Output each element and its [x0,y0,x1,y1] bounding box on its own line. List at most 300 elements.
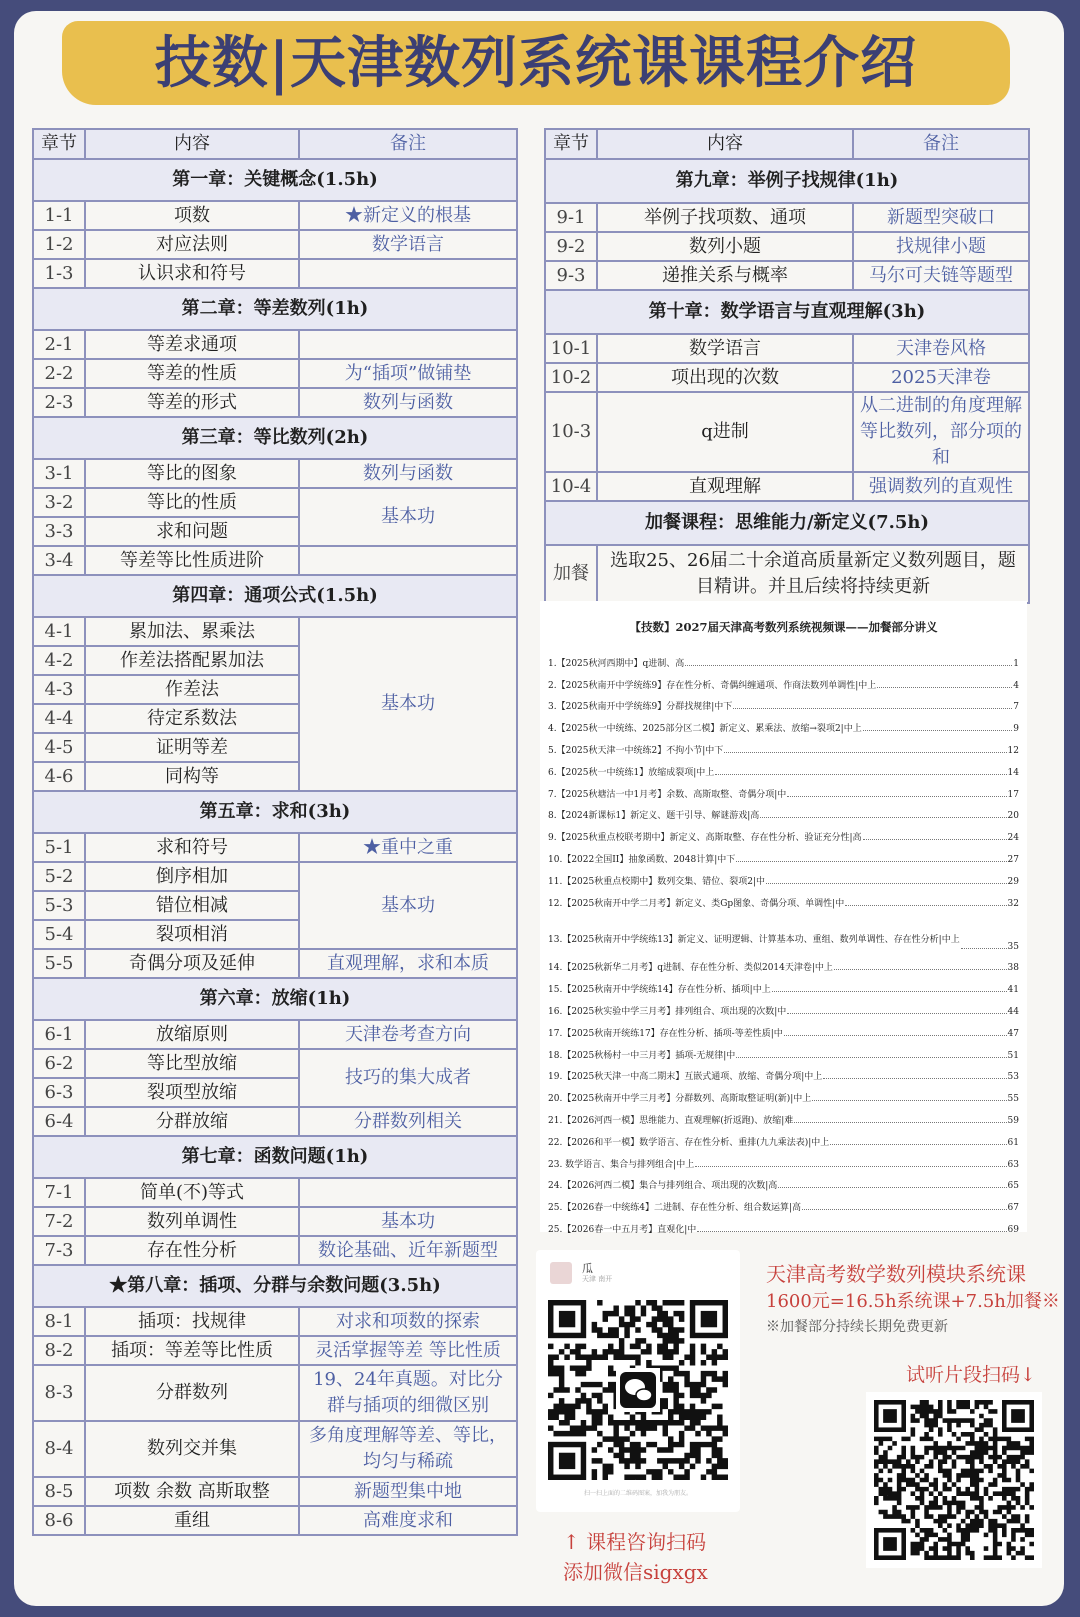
table-row [33,617,517,646]
handout-item-title: 19.【2025秋天津一中高二期末】互嵌式通项、放缩、奇偶分项|中上 [548,1072,823,1083]
chapter-title: 第四章：通项公式(1.5h) [33,575,517,617]
handout-item-title: 22.【2026和平一模】数学语言、存在性分析、重排(九九乘法表)|中上 [548,1137,830,1148]
table-row [33,546,517,575]
header-note: 备注 [853,129,1029,159]
section-number: 4-5 [33,733,85,762]
handout-item-title: 17.【2025秋南开统练17】存在性分析、插项-等差性质|中 [548,1028,783,1039]
wechat-contact-card[interactable] [536,1250,740,1512]
chapter-title: 第三章：等比数列(2h) [33,417,517,459]
section-note: 数学语言 [299,230,517,259]
section-note: 直观理解，求和本质 [299,949,517,978]
table-row [33,488,517,517]
section-note: 对求和项数的探索 [299,1307,517,1336]
handout-item [548,647,1019,669]
section-number: 2-1 [33,330,85,359]
section-content: 求和符号 [85,833,299,862]
table-row [545,203,1029,232]
section-number: 5-2 [33,862,85,891]
table-row [33,1365,517,1421]
dot-leader [724,752,1006,753]
section-number: 加餐 [545,545,597,603]
section-note [299,1178,517,1207]
header-section: 章节 [545,129,597,159]
wechat-name: 瓜 [582,1262,593,1275]
table-row [545,363,1029,392]
consult-label: ↑ 课程咨询扫码 [563,1530,707,1554]
handout-item-page: 1 [1013,658,1019,669]
trial-label: 试听片段扫码↓ [906,1364,1036,1386]
section-note [299,546,517,575]
chapter-row [33,417,517,459]
section-content: 倒序相加 [85,862,299,891]
section-note: 技巧的集大成者 [299,1049,517,1107]
section-note: ★新定义的根基 [299,201,517,230]
section-number: 6-4 [33,1107,85,1136]
handout-item-title: 4.【2025秋一中统练、2025部分区二模】新定义、累乘法、放缩→裂项2|中上 [548,724,862,735]
handout-item-page: 9 [1013,724,1019,735]
section-content: 累加法、累乘法 [85,617,299,646]
chapter-row [545,159,1029,203]
handout-item [548,712,1019,734]
handout-item-page: 53 [1007,1072,1019,1083]
section-content: 错位相减 [85,891,299,920]
handout-item-title: 25.【2026春一中五月考】直观化|中 [548,1224,697,1235]
handout-item [548,691,1019,713]
trial-qr-box [866,1392,1042,1568]
section-content: 数列交并集 [85,1421,299,1477]
section-content: 等比的图象 [85,459,299,488]
table-row [33,1049,517,1078]
right-course-table [544,128,1030,604]
chapter-title: 第六章：放缩(1h) [33,978,517,1020]
section-note [299,330,517,359]
section-note: 基本功 [299,488,517,546]
section-content: 裂项型放缩 [85,1078,299,1107]
table-row [33,388,517,417]
dot-leader [787,1013,1006,1014]
promo-note: ※加餐部分持续长期免费更新 [766,1319,948,1335]
section-content: 证明等差 [85,733,299,762]
handout-item [548,1126,1019,1148]
handout-item [548,821,1019,843]
table-row [545,472,1029,501]
header-note: 备注 [299,129,517,159]
section-number: 1-2 [33,230,85,259]
handout-item [548,1017,1019,1039]
section-content: 简单(不)等式 [85,1178,299,1207]
table-row [33,862,517,891]
table-row [33,359,517,388]
handout-item-page: 44 [1007,1006,1019,1017]
section-note [299,259,517,288]
handout-item [548,669,1019,691]
section-number: 1-3 [33,259,85,288]
wechat-id-label: 添加微信sigxgx [563,1560,708,1584]
section-content: 插项：找规律 [85,1307,299,1336]
handout-item-page: 63 [1007,1159,1019,1170]
consult-qr-code[interactable] [548,1300,728,1480]
chapter-row [33,159,517,201]
header-section: 章节 [33,129,85,159]
section-content: q进制 [597,392,853,472]
handout-item-page: 67 [1007,1203,1019,1214]
section-content: 等比型放缩 [85,1049,299,1078]
handout-item [548,1170,1019,1192]
handout-item-title: 18.【2025秋杨村一中三月考】插项-无规律|中 [548,1050,736,1061]
chapter-title: 第七章：函数问题(1h) [33,1136,517,1178]
section-note: 数列与函数 [299,459,517,488]
section-content: 数学语言 [597,334,853,363]
handout-item-page: 4 [1013,680,1019,691]
handout-item [548,995,1019,1017]
table-row [33,833,517,862]
handout-item-page: 38 [1007,963,1019,974]
promo-price: 1600元=16.5h系统课+7.5h加餐※ [766,1291,1060,1312]
section-content: 等差的形式 [85,388,299,417]
dot-leader [863,839,1007,840]
section-number: 7-2 [33,1207,85,1236]
handout-item-title: 15.【2025秋南开中学统练14】存在性分析、插项|中上 [548,985,771,996]
header-content: 内容 [597,129,853,159]
handout-item [548,1039,1019,1061]
table-header [33,129,517,159]
section-note: 找规律小题 [853,232,1029,261]
handout-item [548,952,1019,974]
handout-item [548,1148,1019,1170]
promo-title: 天津高考数学数列模块系统课 [766,1262,1026,1286]
chapter-title: 加餐课程：思维能力/新定义(7.5h) [545,501,1029,545]
chapter-title: 第九章：举例子找规律(1h) [545,159,1029,203]
dot-leader [834,969,1007,970]
handout-item [548,1082,1019,1104]
table-header [545,129,1029,159]
handout-item [548,1191,1019,1213]
table-row [33,1307,517,1336]
extra-row [545,545,1029,603]
chapter-row [33,1265,517,1307]
section-note: 多角度理解等差、等比，均匀与稀疏 [299,1421,517,1477]
section-content: 认识求和符号 [85,259,299,288]
section-number: 3-4 [33,546,85,575]
section-number: 3-1 [33,459,85,488]
handout-item-page: 27 [1007,854,1019,865]
section-number: 5-4 [33,920,85,949]
handout-item-page: 55 [1007,1094,1019,1105]
handout-item-title: 5.【2025秋天津一中统练2】不拘小节|中下 [548,745,724,756]
handout-item-title: 8.【2024新课标1】新定义、题干引导、解谜游戏|高 [548,811,760,822]
section-content: 项出现的次数 [597,363,853,392]
section-number: 7-1 [33,1178,85,1207]
chapter-row [33,288,517,330]
section-number: 7-3 [33,1236,85,1265]
section-number: 4-2 [33,646,85,675]
chapter-title: 第五章：求和(3h) [33,791,517,833]
dot-leader [784,1035,1007,1036]
chapter-row [33,791,517,833]
section-number: 6-1 [33,1020,85,1049]
section-number: 8-3 [33,1365,85,1421]
handout-item-title: 24.【2026河西二模】集合与排列组合、项出现的次数|高 [548,1181,778,1192]
table-row [33,1178,517,1207]
header-content: 内容 [85,129,299,159]
table-row [33,1421,517,1477]
dot-leader [733,708,1012,709]
section-number: 8-2 [33,1336,85,1365]
dot-leader [695,1166,1006,1167]
handout-item [548,865,1019,887]
dot-leader [812,1100,1006,1101]
dot-leader [961,948,1007,949]
section-content: 待定系数法 [85,704,299,733]
section-note: 强调数列的直观性 [853,472,1029,501]
table-row [33,259,517,288]
handout-item-page: 41 [1007,985,1019,996]
handout-item-title: 3.【2025秋南开中学统练9】分群找规律|中下 [548,702,733,713]
section-number: 5-1 [33,833,85,862]
section-note: 为“插项”做铺垫 [299,359,517,388]
dot-leader [736,861,1006,862]
chapter-title: 第十章：数学语言与直观理解(3h) [545,290,1029,334]
chapter-title: ★第八章：插项、分群与余数问题(3.5h) [33,1265,517,1307]
section-note: 19、24年真题。对比分群与插项的细微区别 [299,1365,517,1421]
section-content: 举例子找项数、通项 [597,203,853,232]
section-content: 重组 [85,1506,299,1535]
section-number: 5-3 [33,891,85,920]
dot-leader [794,1122,1006,1123]
handout-item-title: 6.【2025秋一中统练1】放缩成裂项|中上 [548,767,715,778]
section-note: 灵活掌握等差 等比性质 [299,1336,517,1365]
section-note: 新题型集中地 [299,1477,517,1506]
table-row [33,1477,517,1506]
section-number: 8-1 [33,1307,85,1336]
handout-item-page: 20 [1007,811,1019,822]
section-number: 1-1 [33,201,85,230]
section-note: 2025天津卷 [853,363,1029,392]
handout-preview [540,601,1027,1235]
chapter-row [545,501,1029,545]
avatar [550,1262,572,1284]
handout-item-page: 32 [1007,898,1019,909]
section-note: 数列与函数 [299,388,517,417]
section-note: 从二进制的角度理解等比数列，部分项的和 [853,392,1029,472]
section-note: ★重中之重 [299,833,517,862]
handout-item-page: 51 [1007,1050,1019,1061]
handout-item-title: 21.【2026河西一模】思维能力、直观理解(折返跑)、放缩|难 [548,1115,794,1126]
handout-contents-list [548,647,1019,1235]
chapter-title: 第二章：等差数列(1h) [33,288,517,330]
dot-leader [802,1209,1007,1210]
section-number: 10-2 [545,363,597,392]
chapter-row [33,575,517,617]
section-number: 10-3 [545,392,597,472]
table-row [33,330,517,359]
section-note: 马尔可夫链等题型 [853,261,1029,290]
section-number: 3-3 [33,517,85,546]
handout-item [548,756,1019,778]
dot-leader [760,817,1006,818]
section-content: 求和问题 [85,517,299,546]
dot-leader [863,730,1013,731]
dot-leader [715,774,1006,775]
handout-item-title: 2.【2025秋南开中学统练9】存在性分析、奇偶纠缠通项、作商法数列单调性|中上 [548,680,877,691]
table-row [33,1336,517,1365]
section-number: 4-3 [33,675,85,704]
handout-item-title: 20.【2025秋南开中学三月考】分群数列、高斯取整证明(新)|中上 [548,1094,812,1105]
section-content: 分群放缩 [85,1107,299,1136]
section-content: 同构等 [85,762,299,791]
handout-item-title: 25.【2026春一中统练4】二进制、存在性分析、组合数运算|高 [548,1203,801,1214]
dot-leader [830,1144,1006,1145]
table-row [33,1107,517,1136]
section-content: 存在性分析 [85,1236,299,1265]
handout-item [548,734,1019,756]
trial-qr-code[interactable] [874,1400,1034,1560]
handout-item-title: 1.【2025秋河西期中】q进制、高 [548,658,685,669]
table-row [33,1207,517,1236]
section-number: 4-1 [33,617,85,646]
handout-item [548,1213,1019,1235]
table-row [33,1506,517,1535]
section-number: 8-4 [33,1421,85,1477]
dot-leader [766,883,1007,884]
dot-leader [845,905,1006,906]
section-number: 8-6 [33,1506,85,1535]
handout-item-page: 65 [1007,1181,1019,1192]
section-note: 数论基础、近年新题型 [299,1236,517,1265]
section-number: 4-4 [33,704,85,733]
section-content: 项数 余数 高斯取整 [85,1477,299,1506]
extra-description: 选取25、26届二十余道高质量新定义数列题目，题目精讲。并且后续将持续更新 [597,545,1029,603]
handout-item-title: 13.【2025秋南开中学统练13】新定义、证明逻辑、计算基本功、重组、数列单调性、存在性分析|中上 [548,935,960,946]
section-content: 对应法则 [85,230,299,259]
table-row [545,334,1029,363]
table-row [33,1236,517,1265]
section-note: 新题型突破口 [853,203,1029,232]
dot-leader [685,665,1012,666]
handout-item-page: 35 [1007,941,1019,952]
handout-item-page: 12 [1007,745,1019,756]
handout-item-title: 12.【2025秋南开中学二月考】新定义、类Gp图象、奇偶分项、单调性|中 [548,898,845,909]
section-note: 高难度求和 [299,1506,517,1535]
section-content: 等差求通项 [85,330,299,359]
table-row [545,392,1029,472]
table-row [33,949,517,978]
handout-item-title: 16.【2025秋实验中学三月考】排列组合、项出现的次数|中 [548,1006,787,1017]
dot-leader [778,1187,1006,1188]
table-row [33,230,517,259]
section-number: 8-5 [33,1477,85,1506]
handout-item-page: 69 [1007,1224,1019,1235]
left-course-table [32,128,518,1536]
handout-item-page: 47 [1007,1028,1019,1039]
table-row [545,261,1029,290]
section-content: 奇偶分项及延伸 [85,949,299,978]
section-content: 递推关系与概率 [597,261,853,290]
section-number: 2-3 [33,388,85,417]
section-note: 基本功 [299,617,517,791]
table-row [545,232,1029,261]
handout-item-title: 14.【2025秋新华二月考】q进制、存在性分析、类似2014天津卷|中上 [548,963,833,974]
section-number: 9-1 [545,203,597,232]
section-content: 放缩原则 [85,1020,299,1049]
handout-item-page: 14 [1007,767,1019,778]
section-note: 天津卷风格 [853,334,1029,363]
section-number: 3-2 [33,488,85,517]
section-content: 裂项相消 [85,920,299,949]
handout-item [548,909,1019,952]
section-content: 等比的性质 [85,488,299,517]
section-content: 插项：等差等比性质 [85,1336,299,1365]
handout-item [548,1061,1019,1083]
handout-item [548,1104,1019,1126]
chapter-row [33,1136,517,1178]
dot-leader [877,687,1012,688]
handout-item-title: 11.【2025秋重点校期中】数列交集、错位、裂项2|中 [548,876,765,887]
section-note: 分群数列相关 [299,1107,517,1136]
section-content: 作差法 [85,675,299,704]
chapter-title: 第一章：关键概念(1.5h) [33,159,517,201]
handout-item-page: 29 [1007,876,1019,887]
handout-item [548,973,1019,995]
handout-item-page: 17 [1007,789,1019,800]
qr-hint: 扫一扫上面的二维码图案，加我为朋友。 [583,1490,692,1497]
chapter-row [33,978,517,1020]
table-row [33,201,517,230]
handout-title: 【技数】2027届天津高考数列系统视频课——加餐部分讲义 [629,620,938,634]
table-row [33,459,517,488]
wechat-region: 天津 南开 [582,1275,613,1283]
section-note: 基本功 [299,862,517,949]
section-content: 数列单调性 [85,1207,299,1236]
section-number: 10-4 [545,472,597,501]
dot-leader [697,1231,1006,1232]
dot-leader [736,1057,1006,1058]
handout-item [548,843,1019,865]
section-number: 6-3 [33,1078,85,1107]
handout-item [548,778,1019,800]
handout-item-title: 7.【2025秋塘沽一中1月考】余数、高斯取整、奇偶分项|中 [548,789,787,800]
section-number: 5-5 [33,949,85,978]
handout-item-title: 9.【2025秋重点校联考期中】新定义、高斯取整、存在性分析、验证充分性|高 [548,833,862,844]
table-row [33,1020,517,1049]
handout-item-page: 59 [1007,1115,1019,1126]
section-content: 项数 [85,201,299,230]
handout-item-page: 7 [1013,702,1019,713]
chapter-row [545,290,1029,334]
section-content: 作差法搭配累加法 [85,646,299,675]
handout-item-page: 61 [1007,1137,1019,1148]
section-content: 分群数列 [85,1365,299,1421]
section-content: 等差的性质 [85,359,299,388]
section-number: 6-2 [33,1049,85,1078]
handout-item [548,887,1019,909]
handout-item-page: 24 [1007,833,1019,844]
section-number: 9-2 [545,232,597,261]
section-number: 4-6 [33,762,85,791]
section-content: 等差等比性质进阶 [85,546,299,575]
section-note: 基本功 [299,1207,517,1236]
dot-leader [772,991,1007,992]
section-content: 直观理解 [597,472,853,501]
handout-item [548,800,1019,822]
section-number: 9-3 [545,261,597,290]
section-number: 2-2 [33,359,85,388]
dot-leader [787,796,1006,797]
handout-item-title: 10.【2022全国II】抽象函数、2048计算|中下 [548,854,736,865]
section-number: 10-1 [545,334,597,363]
page-title: 技数|天津数列系统课课程介绍 [154,30,918,96]
section-note: 天津卷考查方向 [299,1020,517,1049]
